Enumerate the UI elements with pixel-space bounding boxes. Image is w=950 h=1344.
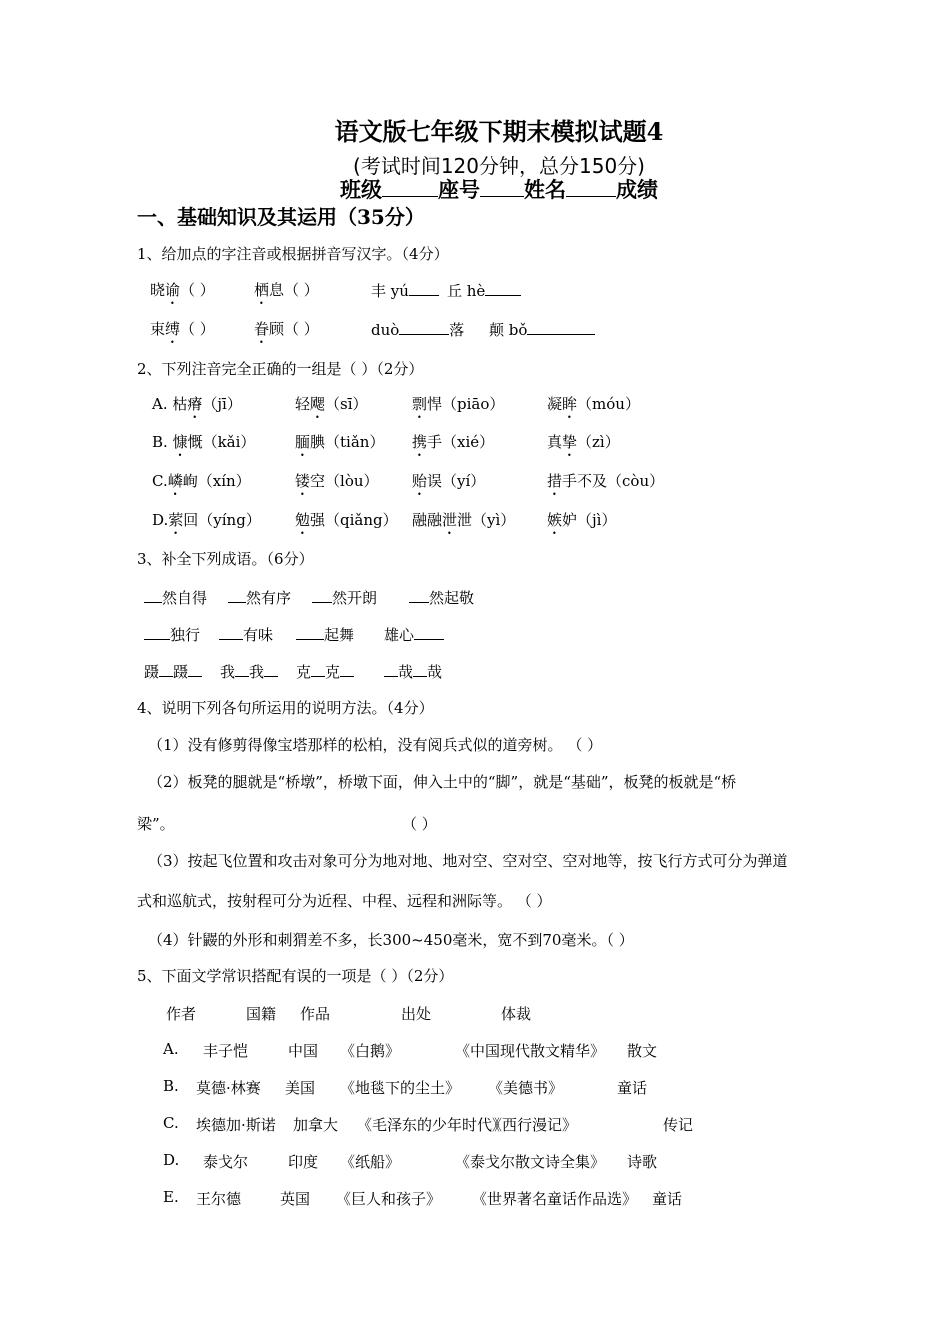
class-label: 班级 bbox=[340, 177, 382, 203]
q4-sentence: （1）没有修剪得像宝塔那样的松柏，没有阅兵式似的道旁树。 （ ） bbox=[148, 736, 603, 754]
table-cell: 诗歌 bbox=[627, 1153, 658, 1171]
q1-item: 眷顾（ ） bbox=[254, 320, 319, 338]
q3-item: 克 克 bbox=[296, 660, 354, 682]
q2-option-item: 腼腆（tiǎn） bbox=[295, 433, 385, 451]
q4-sentence: 梁”。 bbox=[137, 815, 175, 833]
table-cell: 泰戈尔 bbox=[203, 1153, 249, 1171]
q2-option-item: 凝眸（móu） bbox=[547, 395, 640, 413]
q3-item: 我 我 bbox=[220, 660, 278, 682]
option-letter: C. bbox=[163, 1114, 179, 1132]
q1-item: 束缚（ ） bbox=[150, 320, 215, 338]
table-cell: 美国 bbox=[285, 1079, 316, 1097]
q2-option-item: 勉强（qiǎng） bbox=[295, 511, 398, 529]
q1-item: 丰 yú bbox=[371, 279, 439, 301]
table-cell: 《世界著名童话作品选》 bbox=[472, 1190, 638, 1208]
q2-option-item: 嫉妒（jì） bbox=[547, 511, 617, 529]
answer-paren: （ ） bbox=[402, 815, 437, 833]
q4-sentence: （4）针鼹的外形和刺猬差不多，长300~450毫米，宽不到70毫米。（ ） bbox=[148, 931, 634, 949]
q3-item: 然开朗 bbox=[312, 586, 377, 608]
table-cell: 英国 bbox=[280, 1190, 311, 1208]
name-label: 姓名 bbox=[524, 177, 566, 203]
q2-option-item: 剽悍（piāo） bbox=[412, 395, 505, 413]
q2-option-item: 措手不及（còu） bbox=[547, 472, 665, 490]
q2-option-item: 镂空（lòu） bbox=[295, 472, 379, 490]
option-letter: A. bbox=[163, 1040, 179, 1058]
seat-label: 座号 bbox=[438, 177, 480, 203]
table-cell: 《纸船》 bbox=[340, 1153, 401, 1171]
table-cell: 传记 bbox=[663, 1116, 694, 1134]
table-cell: 《西行漫记》 bbox=[487, 1116, 578, 1134]
q1-item: 栖息（ ） bbox=[254, 281, 319, 299]
q4-sentence: （3）按起飞位置和攻击对象可分为地对地、地对空、空对空、空对地等，按飞行方式可分为弹道 bbox=[148, 852, 788, 870]
table-cell: 《地毯下的尘土》 bbox=[340, 1079, 461, 1097]
table-header: 出处 bbox=[401, 1005, 432, 1023]
q3-item: 然有序 bbox=[228, 586, 291, 608]
question-5-stem: 5、下面文学常识搭配有误的一项是（ ）（2分） bbox=[137, 967, 454, 985]
q3-item: 蹑 蹑 bbox=[144, 660, 202, 682]
student-info-line bbox=[0, 174, 950, 204]
q2-option-item: C.嶙峋（xín） bbox=[152, 472, 251, 490]
q3-item: 然起敬 bbox=[409, 586, 474, 608]
q2-option-item: 真挚（zì） bbox=[547, 433, 620, 451]
score-label: 成绩 bbox=[616, 177, 658, 203]
table-header: 体裁 bbox=[501, 1005, 532, 1023]
q1-item: 颠 bǒ bbox=[489, 318, 595, 340]
table-cell: 《中国现代散文精华》 bbox=[455, 1042, 606, 1060]
table-cell: 《白鹅》 bbox=[340, 1042, 401, 1060]
q3-item: 雄心 bbox=[384, 623, 444, 645]
section-heading: 一、基础知识及其运用（35分） bbox=[137, 205, 425, 229]
q2-option-item: 轻飔（sī） bbox=[295, 395, 368, 413]
q3-item: 起舞 bbox=[296, 623, 354, 645]
question-4-stem: 4、说明下列各句所运用的说明方法。（4分） bbox=[137, 699, 434, 717]
q1-item: 丘 hè bbox=[447, 279, 521, 301]
table-cell: 中国 bbox=[288, 1042, 319, 1060]
table-cell: 埃德加·斯诺 bbox=[196, 1116, 276, 1134]
seat-blank bbox=[480, 174, 524, 197]
q2-option-item: 携手（xié） bbox=[412, 433, 495, 451]
page-title: 语文版七年级下期末模拟试题4 bbox=[334, 117, 664, 146]
q2-option-item: A. 枯瘠（jī） bbox=[152, 395, 242, 413]
q2-option-item: B. 慷慨（kǎi） bbox=[152, 433, 256, 451]
table-cell: 《毛泽东的少年时代》 bbox=[357, 1116, 508, 1134]
question-3-stem: 3、补全下列成语。（6分） bbox=[137, 550, 314, 568]
class-blank bbox=[382, 174, 438, 197]
q2-option-item: D.萦回（yíng） bbox=[152, 511, 261, 529]
table-cell: 散文 bbox=[627, 1042, 658, 1060]
q2-option-item: 融融泄泄（yì） bbox=[412, 511, 516, 529]
table-cell: 《美德书》 bbox=[488, 1079, 564, 1097]
q1-item: 晓谕（ ） bbox=[150, 281, 215, 299]
table-header: 作者 bbox=[166, 1005, 197, 1023]
table-cell: 《巨人和孩子》 bbox=[336, 1190, 442, 1208]
q2-option-item: 贻误（yí） bbox=[412, 472, 486, 490]
table-cell: 印度 bbox=[288, 1153, 319, 1171]
table-cell: 《泰戈尔散文诗全集》 bbox=[455, 1153, 606, 1171]
q3-item: 哉 哉 bbox=[384, 660, 442, 682]
table-cell: 丰子恺 bbox=[203, 1042, 249, 1060]
exam-subtitle: (考试时间120分钟，总分150分) bbox=[353, 154, 645, 178]
table-cell: 莫德·林赛 bbox=[196, 1079, 261, 1097]
option-letter: D. bbox=[163, 1151, 180, 1169]
table-cell: 加拿大 bbox=[293, 1116, 339, 1134]
q3-item: 独行 bbox=[144, 623, 200, 645]
question-1-stem: 1、给加点的字注音或根据拼音写汉字。（4分） bbox=[137, 245, 449, 263]
option-letter: E. bbox=[163, 1188, 179, 1206]
q3-item: 有味 bbox=[219, 623, 273, 645]
table-header: 作品 bbox=[300, 1005, 331, 1023]
q4-sentence: 式和巡航式，按射程可分为近程、中程、远程和洲际等。 （ ） bbox=[137, 892, 552, 910]
name-blank bbox=[566, 174, 616, 197]
question-2-stem: 2、下列注音完全正确的一组是（ ）（2分） bbox=[137, 360, 424, 378]
option-letter: B. bbox=[163, 1077, 179, 1095]
table-cell: 王尔德 bbox=[196, 1190, 242, 1208]
q3-item: 然自得 bbox=[144, 586, 207, 608]
q1-item: duò 落 bbox=[371, 318, 464, 340]
table-cell: 童话 bbox=[652, 1190, 683, 1208]
table-cell: 童话 bbox=[617, 1079, 648, 1097]
table-header: 国籍 bbox=[246, 1005, 277, 1023]
q4-sentence: （2）板凳的腿就是“桥墩”，桥墩下面，伸入土中的“脚”，就是“基础”，板凳的板就是“桥 bbox=[148, 773, 737, 791]
